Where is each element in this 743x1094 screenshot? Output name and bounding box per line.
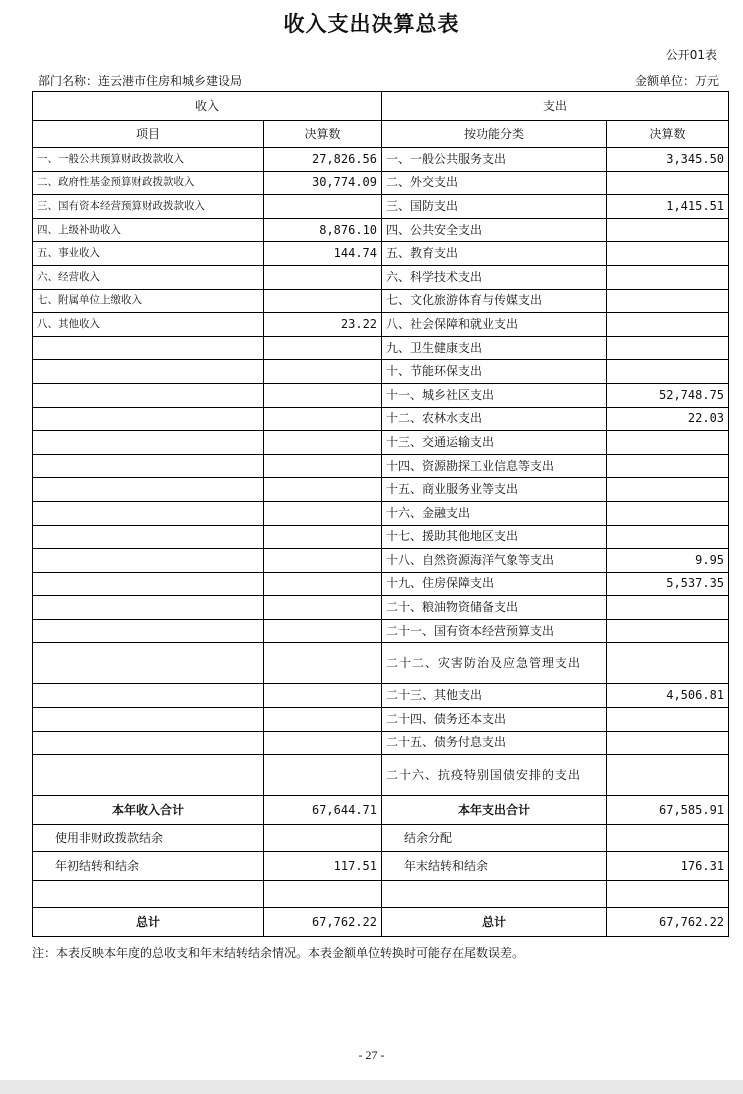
expense-total-label: 本年支出合计 [382, 796, 607, 825]
income-amount-header: 决算数 [264, 121, 382, 148]
blank-row [33, 881, 729, 908]
income-item-cell [33, 684, 264, 708]
expense-value-cell: 5,537.35 [607, 572, 729, 596]
table-row [33, 643, 729, 684]
expense-value-cell [607, 478, 729, 502]
function-class-header: 按功能分类 [382, 121, 607, 148]
begin-balance-value: 117.51 [264, 852, 382, 881]
table-row [33, 478, 729, 502]
page-title: 收入支出决算总表 [283, 11, 460, 36]
expense-value-cell [607, 731, 729, 755]
income-value-cell [264, 572, 382, 596]
income-item-cell [33, 407, 264, 431]
income-item-cell [33, 549, 264, 573]
expense-item-cell: 四、公共安全支出 [382, 218, 607, 242]
table-row [33, 407, 729, 431]
grand-total-row [33, 908, 729, 937]
expense-value-cell [607, 360, 729, 384]
expense-value-cell [607, 265, 729, 289]
income-value-cell: 144.74 [264, 242, 382, 266]
expense-item-cell: 二十一、国有资本经营预算支出 [382, 619, 607, 643]
expense-value-cell [607, 336, 729, 360]
expense-item-cell: 十四、资源勘探工业信息等支出 [382, 454, 607, 478]
table-row [33, 148, 729, 172]
blank-cell [264, 881, 382, 908]
page-number: - 27 - [358, 1048, 385, 1062]
expense-value-cell [607, 218, 729, 242]
expense-item-cell: 二十四、债务还本支出 [382, 708, 607, 732]
expense-value-cell: 4,506.81 [607, 684, 729, 708]
expense-value-cell: 1,415.51 [607, 195, 729, 219]
income-value-cell [264, 731, 382, 755]
expense-item-cell: 十五、商业服务业等支出 [382, 478, 607, 502]
income-expense-table [32, 91, 729, 937]
income-item-cell [33, 596, 264, 620]
income-item-cell [33, 454, 264, 478]
expense-value-cell [607, 708, 729, 732]
income-item-cell: 三、国有资本经营预算财政拨款收入 [33, 195, 264, 219]
income-item-cell [33, 360, 264, 384]
table-row [33, 336, 729, 360]
income-value-cell: 8,876.10 [264, 218, 382, 242]
table-row [33, 289, 729, 313]
income-value-cell [264, 525, 382, 549]
table-row [33, 218, 729, 242]
table-row [33, 731, 729, 755]
income-item-cell: 七、附属单位上缴收入 [33, 289, 264, 313]
expense-value-cell [607, 171, 729, 195]
blank-cell [607, 881, 729, 908]
income-item-cell [33, 501, 264, 525]
income-value-cell [264, 643, 382, 684]
income-total-row [33, 796, 729, 825]
expense-value-cell [607, 525, 729, 549]
expense-item-cell: 十九、住房保障支出 [382, 572, 607, 596]
expense-item-cell: 十三、交通运输支出 [382, 431, 607, 455]
surplus-dist-value [607, 825, 729, 852]
expense-item-cell: 三、国防支出 [382, 195, 607, 219]
income-item-cell: 六、经营收入 [33, 265, 264, 289]
income-value-cell [264, 708, 382, 732]
expense-item-cell: 六、科学技术支出 [382, 265, 607, 289]
income-value-cell [264, 431, 382, 455]
expense-item-cell: 二十五、债务付息支出 [382, 731, 607, 755]
income-value-cell [264, 265, 382, 289]
expense-header: 支出 [382, 92, 729, 121]
income-value-cell [264, 383, 382, 407]
income-item-cell [33, 643, 264, 684]
expense-value-cell [607, 431, 729, 455]
income-item-cell [33, 731, 264, 755]
income-value-cell [264, 619, 382, 643]
table-body [33, 92, 729, 937]
table-row [33, 619, 729, 643]
income-item-cell: 五、事业收入 [33, 242, 264, 266]
header-row-2 [33, 121, 729, 148]
expense-item-cell: 二十二、灾害防治及应急管理支出 [382, 643, 607, 684]
expense-item-cell: 十七、援助其他地区支出 [382, 525, 607, 549]
table-row [33, 501, 729, 525]
grand-total-label-expense: 总计 [382, 908, 607, 937]
expense-item-cell: 二十、粮油物资储备支出 [382, 596, 607, 620]
expense-item-cell: 二十三、其他支出 [382, 684, 607, 708]
table-row [33, 360, 729, 384]
table-row [33, 454, 729, 478]
begin-balance-label: 年初结转和结余 [33, 852, 264, 881]
grand-total-income: 67,762.22 [264, 908, 382, 937]
income-item-cell [33, 619, 264, 643]
table-row [33, 596, 729, 620]
expense-value-cell [607, 619, 729, 643]
expense-item-cell: 一、一般公共服务支出 [382, 148, 607, 172]
blank-cell [382, 881, 607, 908]
balance-row [33, 852, 729, 881]
table-row [33, 708, 729, 732]
non-fiscal-label: 使用非财政拨款结余 [33, 825, 264, 852]
table-row [33, 383, 729, 407]
table-row [33, 525, 729, 549]
table-row [33, 195, 729, 219]
expense-item-cell: 十一、城乡社区支出 [382, 383, 607, 407]
income-item-cell [33, 336, 264, 360]
income-total-label: 本年收入合计 [33, 796, 264, 825]
income-item-cell [33, 478, 264, 502]
expense-item-cell: 十八、自然资源海洋气象等支出 [382, 549, 607, 573]
income-item-cell: 四、上级补助收入 [33, 218, 264, 242]
income-value-cell [264, 684, 382, 708]
table-row [33, 242, 729, 266]
expense-value-cell: 9.95 [607, 549, 729, 573]
surplus-dist-label: 结余分配 [382, 825, 607, 852]
expense-item-cell: 五、教育支出 [382, 242, 607, 266]
income-value-cell [264, 360, 382, 384]
bottom-bar [0, 1080, 743, 1094]
income-item-cell [33, 708, 264, 732]
expense-value-cell [607, 242, 729, 266]
table-row [33, 431, 729, 455]
expense-value-cell: 3,345.50 [607, 148, 729, 172]
table-note: 注：本表反映本年度的总收支和年末结转结余情况。本表金额单位转换时可能存在尾数误差。 [32, 946, 525, 960]
table-row [33, 549, 729, 573]
income-item-cell [33, 431, 264, 455]
header-row-1 [33, 92, 729, 121]
income-item-cell [33, 755, 264, 796]
grand-total-label-income: 总计 [33, 908, 264, 937]
expense-value-cell [607, 755, 729, 796]
expense-value-cell [607, 313, 729, 337]
table-row [33, 265, 729, 289]
expense-item-cell: 十六、金融支出 [382, 501, 607, 525]
table-row [33, 313, 729, 337]
income-item-cell: 八、其他收入 [33, 313, 264, 337]
income-value-cell [264, 289, 382, 313]
income-item-cell: 一、一般公共预算财政拨款收入 [33, 148, 264, 172]
income-item-cell [33, 525, 264, 549]
income-item-cell [33, 383, 264, 407]
expense-amount-header: 决算数 [607, 121, 729, 148]
end-balance-label: 年末结转和结余 [382, 852, 607, 881]
income-value-cell [264, 195, 382, 219]
income-item-cell: 二、政府性基金预算财政拨款收入 [33, 171, 264, 195]
income-value-cell [264, 755, 382, 796]
item-header: 项目 [33, 121, 264, 148]
income-value-cell [264, 454, 382, 478]
table-row [33, 755, 729, 796]
table-row [33, 684, 729, 708]
income-value-cell: 27,826.56 [264, 148, 382, 172]
expense-item-cell: 八、社会保障和就业支出 [382, 313, 607, 337]
expense-total-value: 67,585.91 [607, 796, 729, 825]
table-row [33, 171, 729, 195]
expense-value-cell: 22.03 [607, 407, 729, 431]
income-value-cell [264, 478, 382, 502]
expense-value-cell [607, 454, 729, 478]
income-value-cell [264, 549, 382, 573]
expense-value-cell [607, 289, 729, 313]
expense-item-cell: 二十六、抗疫特别国债安排的支出 [382, 755, 607, 796]
income-value-cell [264, 336, 382, 360]
form-number: 公开01表 [665, 48, 717, 62]
expense-value-cell [607, 643, 729, 684]
expense-value-cell: 52,748.75 [607, 383, 729, 407]
expense-item-cell: 二、外交支出 [382, 171, 607, 195]
income-header: 收入 [33, 92, 382, 121]
expense-value-cell [607, 501, 729, 525]
income-item-cell [33, 572, 264, 596]
non-fiscal-row [33, 825, 729, 852]
non-fiscal-value [264, 825, 382, 852]
table-row [33, 572, 729, 596]
blank-cell [33, 881, 264, 908]
income-total-value: 67,644.71 [264, 796, 382, 825]
expense-item-cell: 九、卫生健康支出 [382, 336, 607, 360]
expense-item-cell: 七、文化旅游体育与传媒支出 [382, 289, 607, 313]
income-value-cell [264, 407, 382, 431]
income-value-cell: 23.22 [264, 313, 382, 337]
grand-total-expense: 67,762.22 [607, 908, 729, 937]
expense-item-cell: 十、节能环保支出 [382, 360, 607, 384]
income-value-cell [264, 501, 382, 525]
expense-value-cell [607, 596, 729, 620]
department-name: 部门名称：连云港市住房和城乡建设局 [38, 74, 243, 88]
amount-unit: 金额单位：万元 [634, 74, 719, 88]
expense-item-cell: 十二、农林水支出 [382, 407, 607, 431]
income-value-cell [264, 596, 382, 620]
income-value-cell: 30,774.09 [264, 171, 382, 195]
end-balance-value: 176.31 [607, 852, 729, 881]
